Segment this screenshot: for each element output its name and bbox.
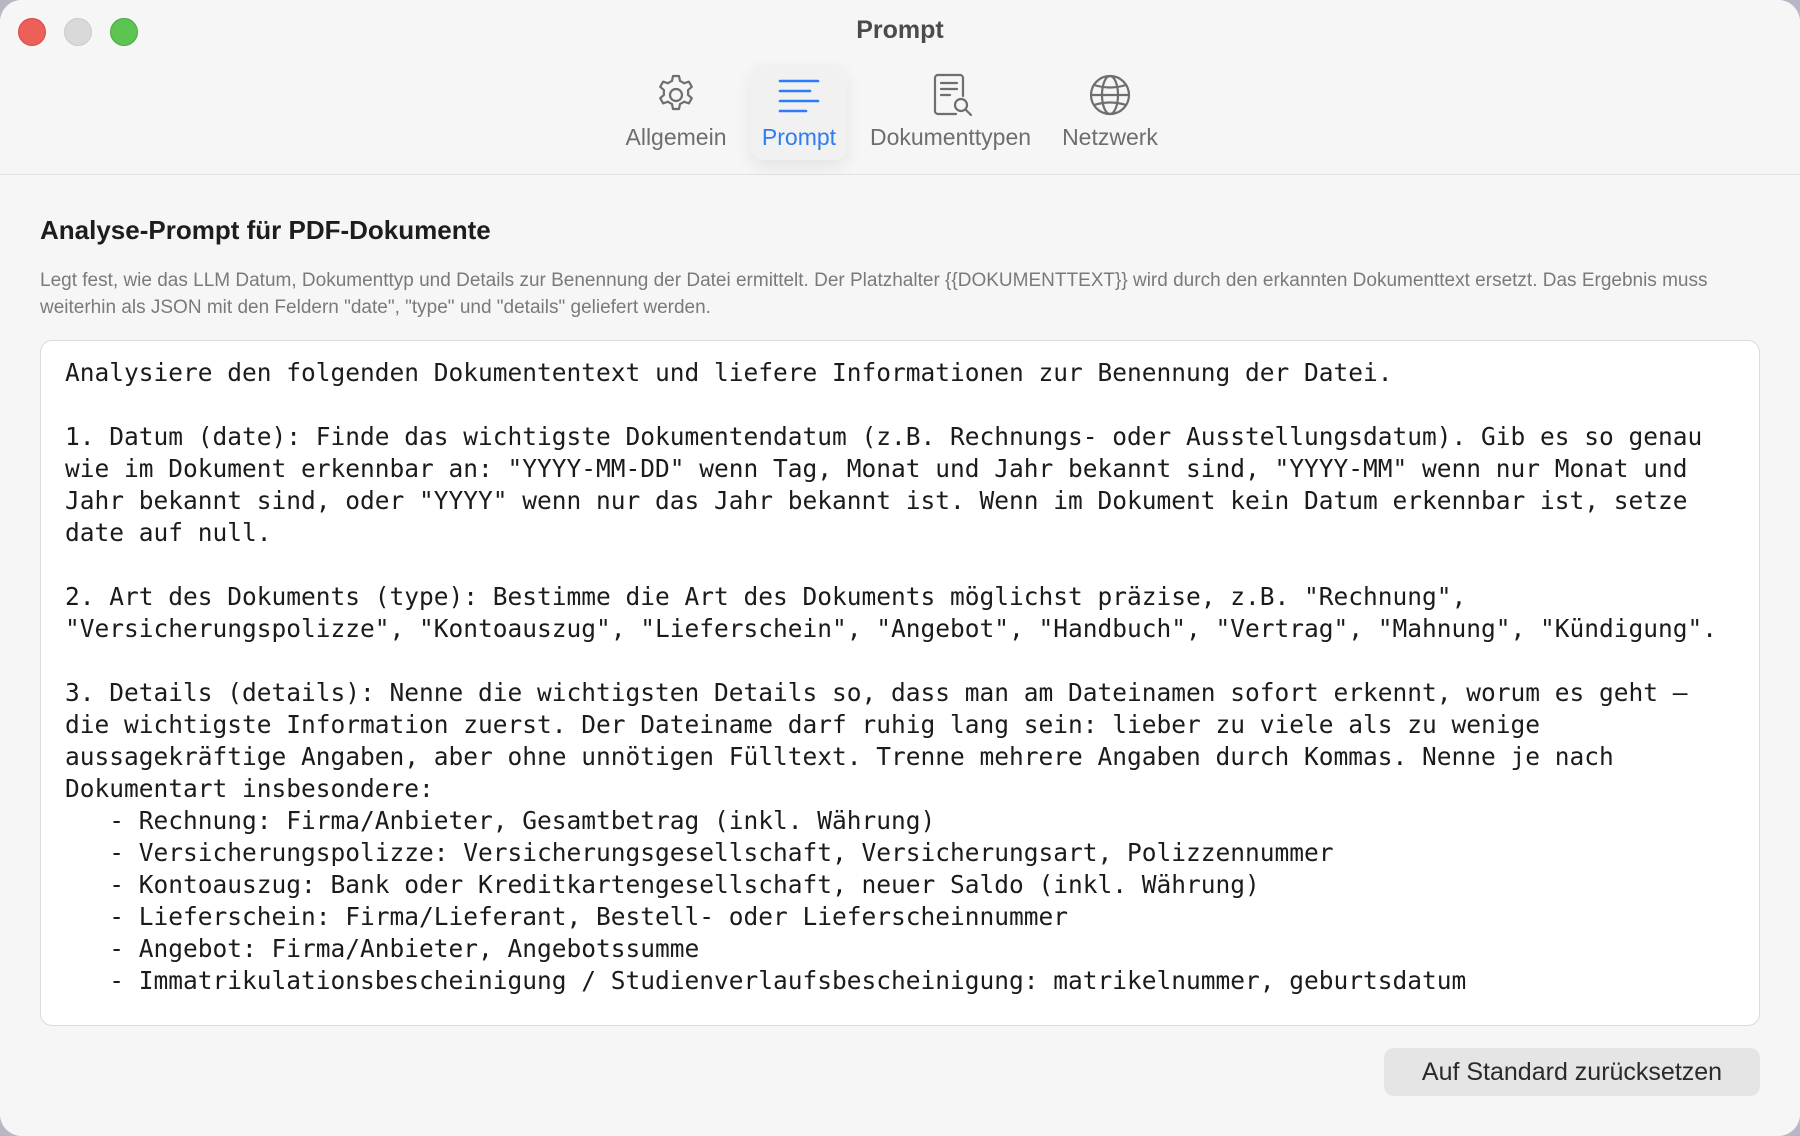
gear-icon: [653, 72, 699, 118]
document-search-icon: [928, 72, 974, 118]
preferences-toolbar: [620, 64, 1180, 162]
prompt-settings-pane: [0, 175, 1800, 1136]
tab-label: Netzwerk: [1062, 124, 1158, 150]
tab-allgemein[interactable]: [620, 64, 732, 160]
reset-to-default-button[interactable]: Auf Standard zurücksetzen: [1384, 1048, 1760, 1096]
tab-label: Dokumenttypen: [869, 124, 1032, 150]
prompt-editor[interactable]: [40, 340, 1760, 1026]
tab-netzwerk[interactable]: [1050, 64, 1170, 160]
tab-prompt[interactable]: [751, 64, 847, 160]
section-heading: Analyse-Prompt für PDF-Dokumente: [40, 215, 491, 245]
tab-label: Allgemein: [625, 124, 727, 150]
titlebar: [0, 0, 1800, 175]
tab-dokumenttypen[interactable]: [868, 64, 1033, 160]
window-title: Prompt: [856, 16, 944, 44]
section-description: Legt fest, wie das LLM Datum, Dokumenttyp und Details zur Benennung der Datei ermittelt. Der Platzhalter {{DOKUMENTTEXT}} wird durch den erkannten Dokumenttext ersetzt. Das Ergebnis muss weiterhin als JSON mit den Feldern "date", "type" und "details" geliefert werden.: [40, 270, 1708, 318]
prompt-text[interactable]: Analysiere den folgenden Dokumententext und liefere Informationen zur Benennung der Datei. 1. Datum (date): Finde das wichtigste Dokumentendatum (z.B. Rechnungs- oder Ausstellungsdatum). Gib es so genau wie im Dokument erkennbar an: "YYYY-MM-DD" wenn Tag, Monat und Jahr bekannt sind, "YYYY-MM" wenn nur Monat und Jahr bekannt sind, oder "YYYY" wenn nur das Jahr bekannt ist. Wenn im Dokument kein Datum erkennbar ist, setze date auf null. 2. Art des Dokuments (type): Bestimme die Art des Dokuments möglichst präzise, z.B. "Rechnung", "Versicherungspolizze", "Kontoauszug", "Lieferschein", "Angebot", "Handbuch", "Vertrag", "Mahnung", "Kündigung". 3. Details (details): Nenne die wichtigsten Details so, dass man am Dateinamen sofort erkennt, worum es geht — die wichtigste Information zuerst. Der Dateiname darf ruhig lang sein: lieber zu viele als zu wenige aussagekräftige Angaben, aber ohne unnötigen Fülltext. Trenne mehrere Angaben durch Kommas. Nenne je nach Dokumentart insbesondere: - Rechnung: Firma/Anbieter, Gesamtbetrag (inkl. Währung) - Versicherungspolizze: Versicherungsgesellschaft, Versicherungsart, Polizzennummer - Kontoauszug: Bank oder Kreditkartengesellschaft, neuer Saldo (inkl. Währung) - Lieferschein: Firma/Lieferant, Bestell- oder Lieferscheinnummer - Angebot: Firma/Anbieter, Angebotssumme - Immatrikulationsbescheinigung / Studienverlaufsbescheinigung: matrikelnummer, geburtsdatum: [65, 358, 1718, 995]
globe-icon: [1087, 72, 1133, 118]
tab-label: Prompt: [761, 124, 837, 150]
text-lines-icon: [776, 72, 822, 118]
